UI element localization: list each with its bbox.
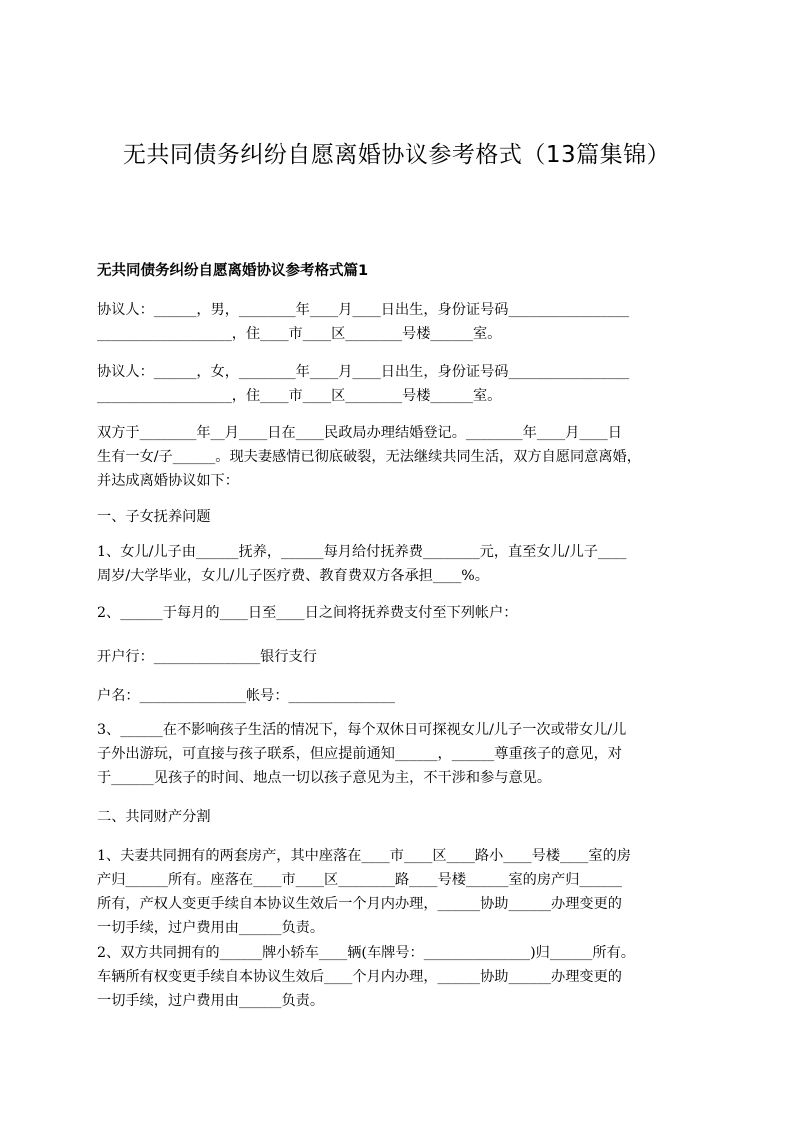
- child-item1-line2: 周岁/大学毕业，女儿/儿子医疗费、教育费双方各承担____%。: [97, 568, 489, 584]
- party2-line1: 协议人：______，女，________年____月____日出生，身份证号码_________________: [97, 364, 630, 380]
- property-item1-line4: 一切手续，过户费用由______负责。: [97, 920, 325, 936]
- intro-line1: 双方于________年__月____日在____民政局办理结婚登记。________年____月____日: [97, 425, 622, 441]
- child-item3-line1: 3、______在不影响孩子生活的情况下，每个双休日可探视女儿/儿子一次或带女儿/儿: [97, 722, 627, 738]
- property-item1-line3: 所有，产权人变更手续自本协议生效后一个月内办理，______协助______办理变更的: [97, 896, 622, 912]
- heading-children: 一、子女抚养问题: [97, 509, 211, 525]
- bank-line: 开户行：_______________银行支行: [97, 649, 317, 665]
- child-item3-line2: 子外出游玩，可直接与孩子联系，但应提前通知______，______尊重孩子的意见，对: [97, 746, 622, 762]
- section-heading: 无共同债务纠纷自愿离婚协议参考格式篇1: [97, 263, 369, 279]
- party1-line1: 协议人：______，男，________年____月____日出生，身份证号码_________________: [97, 302, 630, 318]
- party2-line2: ___________________，住____市____区________号楼______室。: [97, 388, 502, 404]
- party2-paragraph: [97, 360, 707, 408]
- property-item2-line1: 2、双方共同拥有的______牌小轿车____辆(车牌号：_______________)归______所有。: [97, 945, 635, 961]
- child-item1: [97, 540, 707, 588]
- property-item1-line1: 1、夫妻共同拥有的两套房产，其中座落在____市____区____路小____号楼____室的房: [97, 848, 631, 864]
- child-item1-line1: 1、女儿/儿子由______抚养，______每月给付抚养费________元，直至女儿/儿子____: [97, 544, 627, 560]
- property-item1-line2: 产归______所有。座落在____市____区________路____号楼______室的房产归______: [97, 872, 622, 888]
- intro-line3: 并达成离婚协议如下：: [97, 473, 239, 489]
- property-item2-line3: 一切手续，过户费用由______负责。: [97, 993, 325, 1009]
- document-title: 无共同债务纠纷自愿离婚协议参考格式（13篇集锦）: [122, 142, 671, 168]
- party1-line2: ___________________，住____市____区________号楼______室。: [97, 326, 502, 342]
- property-item2: [97, 941, 707, 1013]
- intro-line2: 生有一女/子______。现夫妻感情已彻底破裂，无法继续共同生活，双方自愿同意离婚，: [97, 449, 641, 465]
- account-line: 户名：_______________帐号：_______________: [97, 688, 395, 704]
- child-item3-line3: 于______见孩子的时间、地点一切以孩子意见为主，不干涉和参与意见。: [97, 770, 552, 786]
- child-item3: [97, 718, 707, 790]
- heading-property: 二、共同财产分割: [97, 809, 211, 825]
- party1-paragraph: [97, 298, 707, 346]
- property-item1: [97, 844, 707, 940]
- property-item2-line2: 车辆所有权变更手续自本协议生效后____个月内办理，______协助______办理变更的: [97, 969, 622, 985]
- intro-paragraph: [97, 421, 707, 493]
- child-item2: 2、______于每月的____日至____日之间将抚养费支付至下列帐户：: [97, 605, 518, 621]
